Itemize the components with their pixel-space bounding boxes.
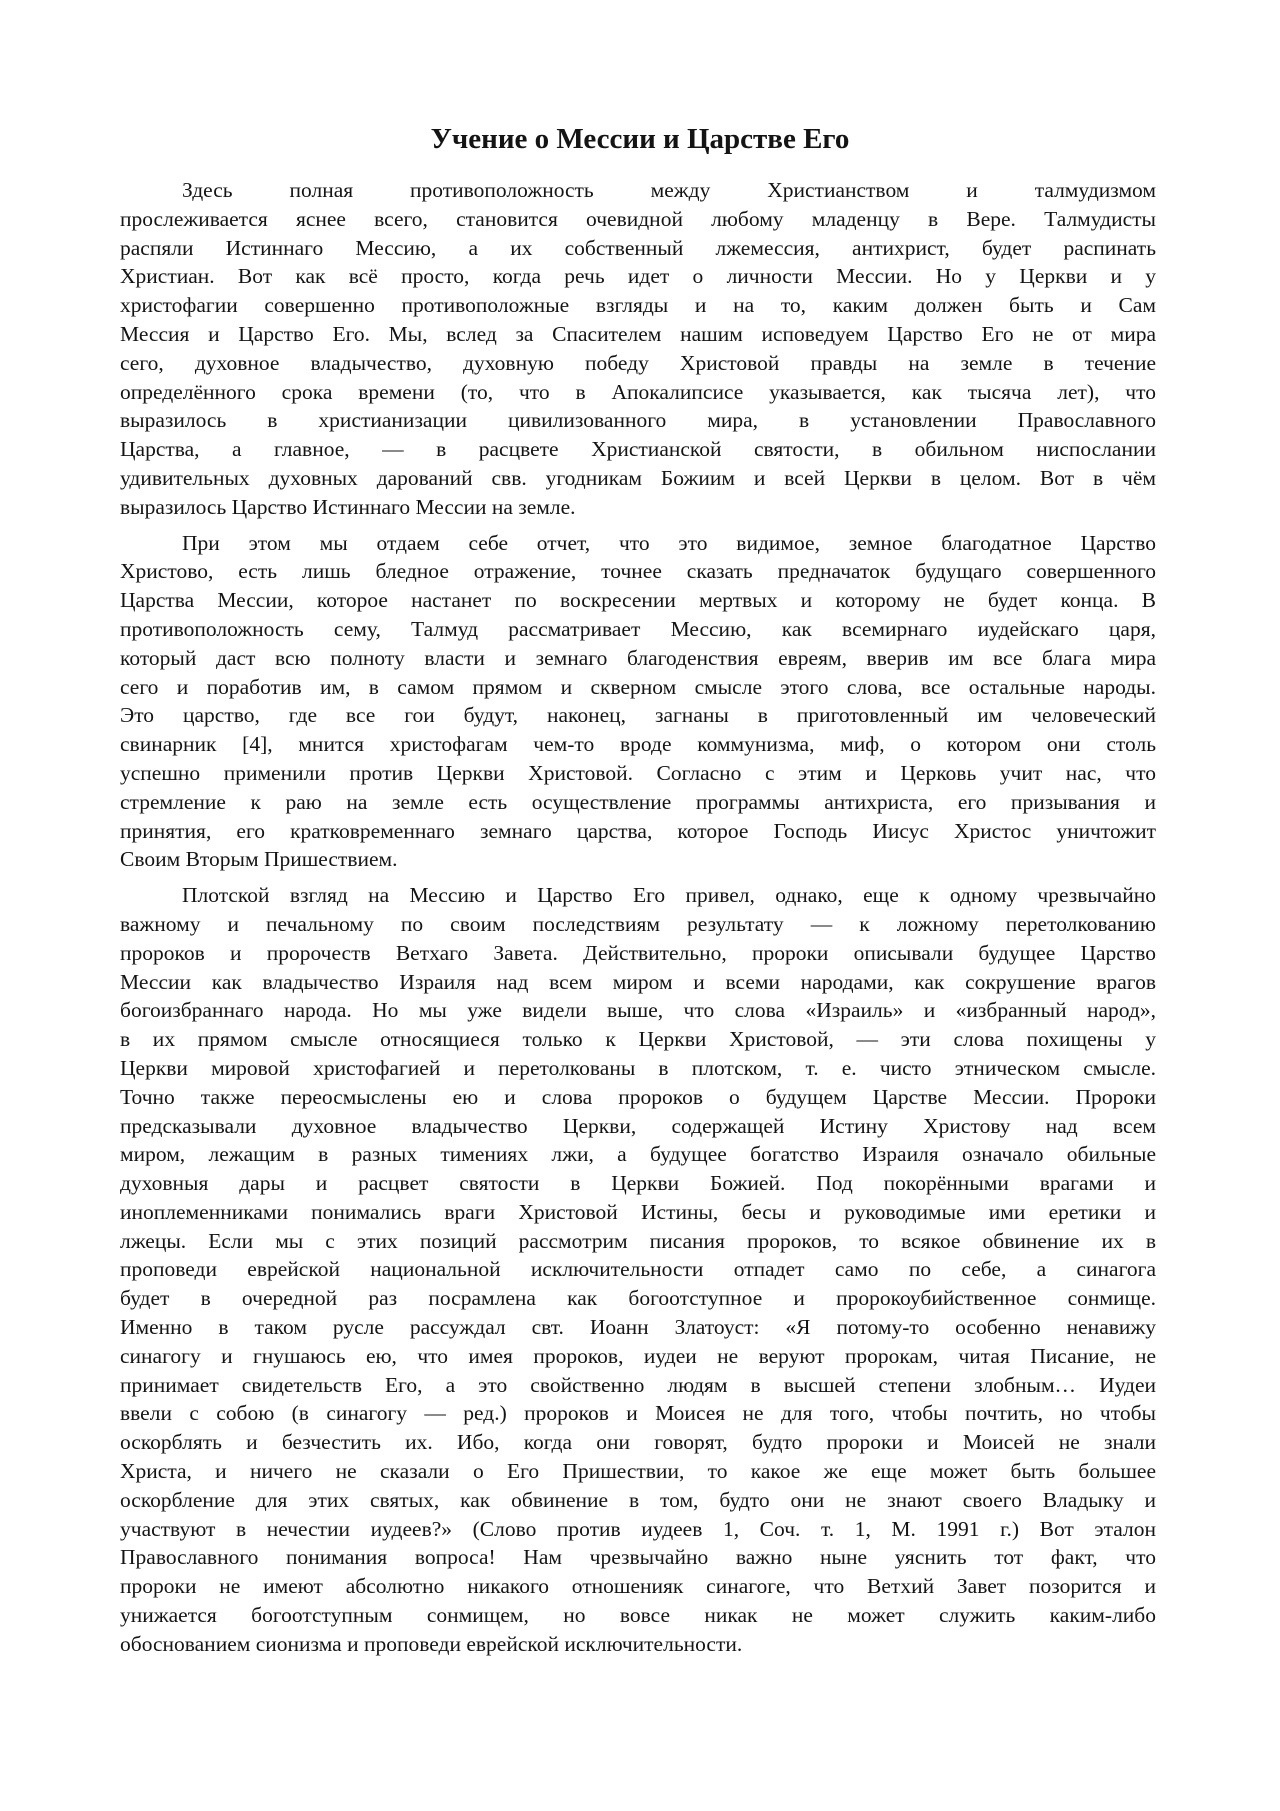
text-line: предсказывали духовное владычество Церкви, содержащей Истину Христову над всем [120,1113,1156,1138]
text-line: унижается богоотступным сонмищем, но вовсе никак не может служить каким-либо [120,1603,1156,1628]
text-line: Это царство, где все гои будут, наконец, загнаны в приготовленный им человеческий [120,703,1156,728]
text-line: сего, духовное владычество, духовную победу Христовой правды на земле в течение [120,350,1156,375]
text-line: свинарник [4], мнится христофагам чем-то вроде коммунизма, миф, о котором они столь [120,732,1156,757]
text-line: удивительных духовных дарований свв. угодникам Божиим и всей Церкви в целом. Вот в чём [120,465,1156,490]
text-line: пророки не имеют абсолютно никакого отношенияк синагоге, что Ветхий Завет позорится и [120,1574,1156,1599]
text-line: стремление к раю на земле есть осуществление программы антихриста, его призывания и [120,789,1156,814]
text-line: участвуют в нечестии иудеев?» (Слово против иудеев 1, Соч. т. 1, М. 1991 г.) Вот эталон [120,1516,1156,1541]
text-line: Церкви мировой христофагией и перетолкованы в плотском, т. е. чисто этническом смысле. [120,1055,1156,1080]
text-line: принятия, его кратковременнаго земнаго царства, которое Господь Иисус Христос уничтожит [120,818,1156,843]
text-line: прослеживается яснее всего, становится очевидной любому младенцу в Вере. Талмудисты [120,206,1156,231]
text-line: сего и поработив им, в самом прямом и скверном смысле этого слова, все остальные народы. [120,674,1156,699]
text-line: синагогу и гнушаюсь ею, что имея пророков, иудеи не веруют пророкам, читая Писание, не [120,1343,1156,1368]
text-line: выразилось в христианизации цивилизованного мира, в установлении Православного [120,408,1156,433]
text-line: иноплеменниками понимались враги Христовой Истины, бесы и руководимые ими еретики и [120,1199,1156,1224]
text-line: который даст всю полноту власти и земнаго благоденствия евреям, вверив им все блага мира [120,645,1156,670]
paragraph [120,176,1156,522]
text-line: Христа, и ничего не сказали о Его Пришествии, то какое же еще может быть большее [120,1459,1156,1484]
text-line: выразилось Царство Истиннаго Мессии на земле. [120,494,576,519]
text-line: проповеди еврейской национальной исключительности отпадет само по себе, а синагога [120,1257,1156,1282]
text-line: в их прямом смысле относящиеся только к Церкви Христовой, — эти слова похищены у [120,1027,1156,1052]
text-line: духовныя дары и расцвет святости в Церкви Божией. Под покорёнными врагами и [120,1171,1156,1196]
paragraph [120,881,1156,1659]
text-line: Своим Вторым Пришествием. [120,847,398,872]
text-line: Христово, есть лишь бледное отражение, точнее сказать предначаток будущаго совершенного [120,559,1156,584]
text-line: будет в очередной раз посрамлена как богоотступное и пророкоубийственное сонмище. [120,1286,1156,1311]
text-line: Здесь полная противоположность между Христианством и талмудизмом [182,178,1156,202]
text-line: успешно применили против Церкви Христовой. Согласно с этим и Церковь учит нас, что [120,760,1156,785]
text-line: Царства Мессии, которое настанет по воскресении мертвых и которому не будет конца. В [120,588,1156,613]
text-line: Мессии как владычество Израиля над всем миром и всеми народами, как сокрушение врагов [120,969,1156,994]
text-line: Именно в таком русле рассуждал свт. Иоанн Златоуст: «Я потому-то особенно ненавижу [120,1315,1156,1340]
text-line: оскорблять и безчестить их. Ибо, когда они говорят, будто пророки и Моисей не знали [120,1430,1156,1455]
text-line: обоснованием сионизма и проповеди еврейской исключительности. [120,1631,743,1656]
text-line: ввели с собою (в синагогу — ред.) пророков и Моисея не для того, чтобы почтить, но чтобы [120,1401,1156,1426]
paragraph [120,529,1156,875]
text-line: Точно также переосмыслены ею и слова пророков о будущем Царстве Мессии. Пророки [120,1084,1156,1109]
text-line: оскорбление для этих святых, как обвинение в том, будто они не знают своего Владыку и [120,1487,1156,1512]
text-line: Царства, а главное, — в расцвете Христианской святости, в обильном ниспослании [120,437,1156,462]
text-line: важному и печальному по своим последствиям результату — к ложному перетолкованию [120,911,1156,936]
text-line: Мессия и Царство Его. Мы, вслед за Спасителем нашим исповедуем Царство Его не от мира [120,321,1156,346]
document-body [120,176,1156,1666]
text-line: принимает свидетельств Его, а это свойственно людям в высшей степени злобным… Иудеи [120,1372,1156,1397]
text-line: христофагии совершенно противоположные взгляды и на то, каким должен быть и Сам [120,293,1156,318]
text-line: распяли Истиннаго Мессию, а их собственный лжемессия, антихрист, будет распинать [120,235,1156,260]
text-line: определённого срока времени (то, что в Апокалипсисе указывается, как тысяча лет), что [120,379,1156,404]
text-line: богоизбраннаго народа. Но мы уже видели выше, что слова «Израиль» и «избранный народ», [120,998,1156,1023]
text-line: лжецы. Если мы с этих позиций рассмотрим писания пророков, то всякое обвинение их в [120,1228,1156,1253]
text-line: Христиан. Вот как всё просто, когда речь идет о личности Мессии. Но у Церкви и у [120,264,1156,289]
text-line: противоположность сему, Талмуд рассматривает Мессию, как всемирнаго иудейскаго царя, [120,616,1156,641]
text-line: пророков и пророчеств Ветхаго Завета. Действительно, пророки описывали будущее Царство [120,940,1156,965]
text-line: миром, лежащим в разных тимениях лжи, а будущее богатство Израиля означало обильные [120,1142,1156,1167]
text-line: При этом мы отдаем себе отчет, что это видимое, земное благодатное Царство [182,530,1156,555]
text-line: Православного понимания вопроса! Нам чрезвычайно важно ныне уяснить тот факт, что [120,1545,1156,1570]
document-title: Учение о Мессии и Царстве Его [430,123,850,155]
text-line: Плотской взгляд на Мессию и Царство Его привел, однако, еще к одному чрезвычайно [182,883,1156,908]
